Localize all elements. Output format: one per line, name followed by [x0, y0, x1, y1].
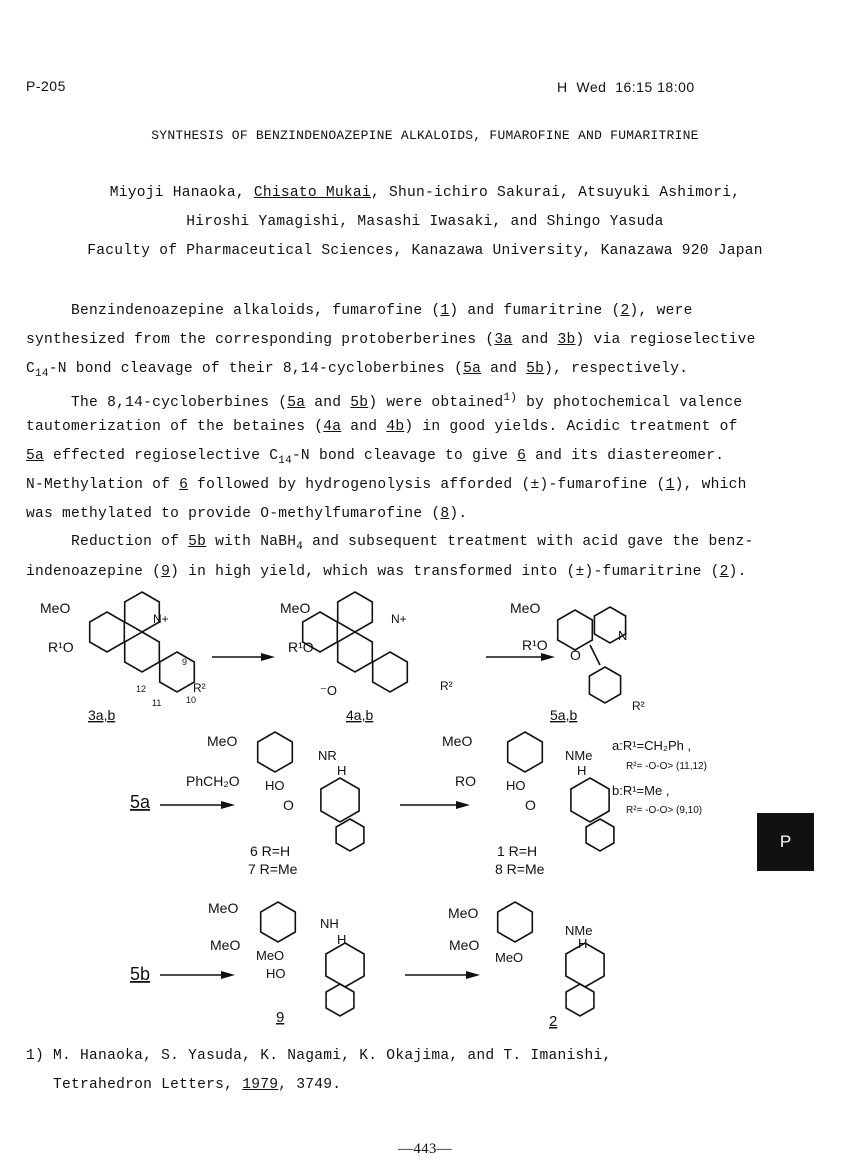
- footnote-journal: Tetrahedron Letters,: [26, 1077, 243, 1093]
- hydroxy-group: HO: [506, 778, 526, 793]
- legend-a-r2: R²= -O-O> (11,12): [626, 761, 707, 772]
- position-label: 12: [136, 684, 147, 694]
- start-label-5b: 5b: [130, 964, 151, 984]
- body-line: $C_{14}-N$ bond cleavage of their 8,14-cycloberbines (5a and 5b), respectively.: [26, 361, 689, 380]
- ring: [303, 612, 338, 652]
- body-line: was methylated to provide O-methylfumarofine (8).: [26, 506, 468, 522]
- ring: [258, 732, 293, 772]
- ring: [566, 943, 604, 987]
- hydrogen: H: [337, 932, 347, 947]
- hydrogen: H: [578, 936, 588, 951]
- body-line: 5a effected regioselective $C_{14}-N$ bond cleavage to give 6 and its diastereomer.: [26, 448, 725, 467]
- ring: [566, 984, 594, 1016]
- start-label-5a: 5a: [130, 792, 151, 812]
- legend-b-r1: b:R¹=Me ,: [612, 783, 670, 798]
- ketone-oxygen: O: [570, 647, 581, 663]
- amine-group: NR: [318, 748, 337, 763]
- author-line-2: Hiroshi Yamagishi, Masashi Iwasaki, and Shingo Yasuda: [186, 214, 664, 230]
- methoxy-group: MeO: [495, 950, 524, 965]
- hydroxy-group: HO: [265, 778, 285, 793]
- legend-b-r2: R²= -O-O> (9,10): [626, 805, 703, 816]
- legend-a-r1: a:R¹=CH₂Ph ,: [612, 738, 692, 753]
- ring: [558, 610, 593, 650]
- r2-group: R²: [193, 681, 206, 695]
- body-line: Reduction of 5b with NaBH$_4$ and subsequent treatment with acid gave the benz-: [26, 534, 754, 553]
- methoxy-group: MeO: [256, 948, 285, 963]
- ring: [508, 732, 543, 772]
- iminium-nitrogen: N+: [391, 612, 407, 626]
- ring-b: [125, 592, 160, 632]
- author-names: Miyoji Hanaoka,: [109, 185, 254, 201]
- hydrogen: H: [577, 763, 587, 778]
- ring: [336, 819, 364, 851]
- ring: [594, 607, 628, 643]
- compound-label-8: 8 R=Me: [495, 861, 545, 877]
- compound-label-3ab: 3a,b: [88, 707, 116, 723]
- ring-c: [125, 632, 160, 672]
- ring: [373, 652, 408, 692]
- oxido-group: ⁻O: [320, 683, 337, 698]
- methoxy-group: MeO: [40, 600, 71, 616]
- author-line-1: [0, 184, 850, 202]
- body-line: synthesized from the corresponding protoberberines (3a and 3b) via regioselective: [26, 332, 756, 348]
- paper-title: SYNTHESIS OF BENZINDENOAZEPINE ALKALOIDS, FUMAROFINE AND FUMARITRINE: [151, 128, 699, 143]
- ketone-oxygen: O: [283, 797, 294, 813]
- arrow-head: [456, 801, 470, 809]
- amine-group: NH: [320, 916, 339, 931]
- methoxy-group: MeO: [510, 600, 541, 616]
- session-schedule: H Wed 16:15 18:00: [557, 79, 695, 95]
- arrow-head: [221, 801, 235, 809]
- nitrogen: N: [618, 628, 628, 643]
- ring: [589, 667, 620, 703]
- r2-group: R²: [440, 679, 453, 693]
- methoxy-group: MeO: [442, 733, 473, 749]
- methoxy-group: MeO: [207, 733, 238, 749]
- position-label: 11: [152, 698, 162, 708]
- r1o-group: R¹O: [522, 637, 548, 653]
- position-label: 10: [186, 695, 197, 705]
- methoxy-group: MeO: [449, 937, 480, 953]
- n-methyl-group: NMe: [565, 748, 593, 763]
- ketone-oxygen: O: [525, 797, 536, 813]
- ring: [498, 902, 533, 942]
- ring: [338, 592, 373, 632]
- ring: [338, 632, 373, 672]
- arrow-head: [541, 653, 555, 661]
- ring-a: [90, 612, 125, 652]
- ro-group: RO: [455, 773, 476, 789]
- ring: [261, 902, 296, 942]
- page-number: —443—: [398, 1141, 452, 1157]
- presenting-author: Chisato Mukai: [253, 185, 371, 201]
- footnote-line-1: 1) M. Hanaoka, S. Yasuda, K. Nagami, K. Okajima, and T. Imanishi,: [26, 1048, 612, 1064]
- iminium-nitrogen: N+: [153, 612, 169, 626]
- footnote-year: 1979: [242, 1077, 279, 1093]
- compound-label-1: 1 R=H: [497, 843, 538, 859]
- ring: [326, 943, 364, 987]
- arrow-head: [221, 971, 235, 979]
- compound-label-7: 7 R=Me: [248, 861, 298, 877]
- position-label: 9: [182, 657, 188, 667]
- ring: [571, 778, 609, 822]
- body-line: tautomerization of the betaines (4a and 4b) in good yields. Acidic treatment of: [26, 419, 738, 435]
- methoxy-group: MeO: [280, 600, 311, 616]
- methoxy-group: MeO: [208, 900, 239, 916]
- r1o-group: R¹O: [48, 639, 74, 655]
- ring: [321, 778, 359, 822]
- affiliation: Faculty of Pharmaceutical Sciences, Kanazawa University, Kanazawa 920 Japan: [87, 243, 763, 259]
- compound-label-2: 2: [549, 1013, 558, 1030]
- bond: [590, 645, 600, 665]
- body-line: The 8,14-cycloberbines (5a and 5b) were obtained$^{1)}$ by photochemical valence: [26, 392, 743, 411]
- arrow-head: [466, 971, 480, 979]
- r2-group: R²: [632, 699, 645, 713]
- body-line: Benzindenoazepine alkaloids, fumarofine (1) and fumaritrine (2), were: [26, 303, 693, 319]
- ring: [586, 819, 614, 851]
- n-methyl-group: NMe: [565, 923, 593, 938]
- footnote-pages: , 3749.: [278, 1077, 342, 1093]
- hydroxy-group: HO: [266, 966, 286, 981]
- footnote-line-2: [26, 1076, 341, 1094]
- benzyloxy-group: PhCH₂O: [186, 773, 240, 789]
- ring-d: [160, 652, 195, 692]
- ring: [326, 984, 354, 1016]
- section-tab: P: [757, 813, 814, 871]
- session-code: P-205: [26, 78, 66, 94]
- hydrogen: H: [337, 763, 347, 778]
- body-line: indenoazepine (9) in high yield, which was transformed into (±)-fumaritrine (2).: [26, 564, 747, 580]
- arrow-head: [261, 653, 275, 661]
- methoxy-group: MeO: [448, 905, 479, 921]
- methoxy-group: MeO: [210, 937, 241, 953]
- r1o-group: R¹O: [288, 639, 314, 655]
- body-line: N-Methylation of 6 followed by hydrogenolysis afforded (±)-fumarofine (1), which: [26, 477, 747, 493]
- compound-label-4ab: 4a,b: [346, 707, 374, 723]
- compound-label-9: 9: [276, 1009, 285, 1026]
- compound-label-6: 6 R=H: [250, 843, 291, 859]
- author-names: , Shun-ichiro Sakurai, Atsuyuki Ashimori,: [370, 185, 741, 201]
- compound-label-5ab: 5a,b: [550, 707, 578, 723]
